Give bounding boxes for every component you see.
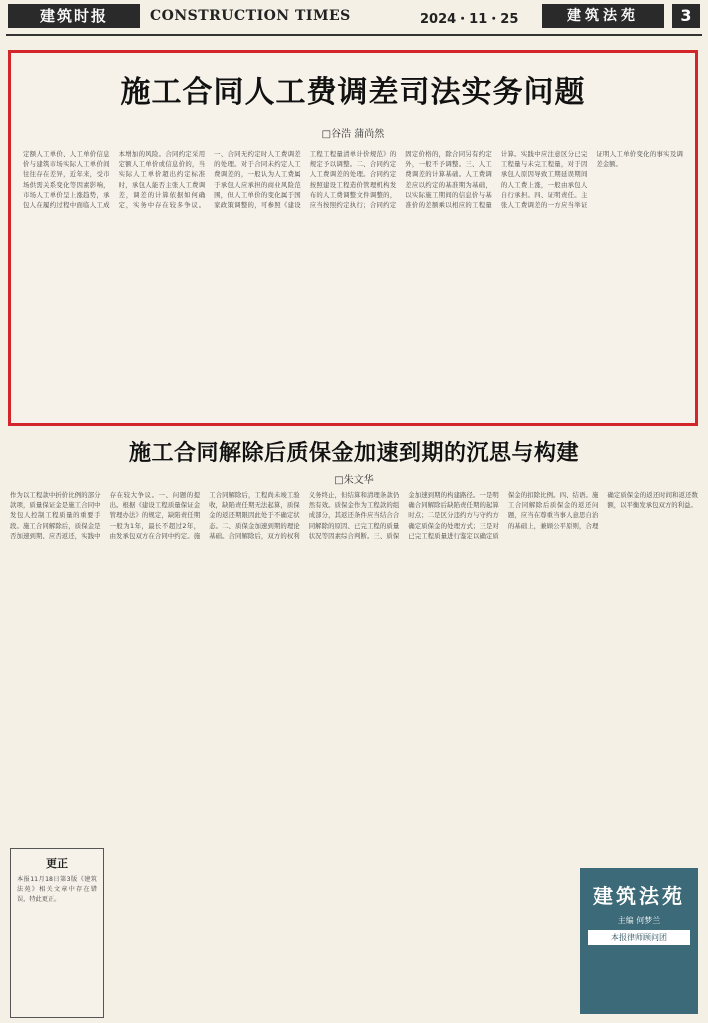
masthead-rule: [6, 34, 702, 36]
page-number: 3: [672, 4, 700, 28]
promo-counsel: 本报律师顾问团: [588, 930, 690, 945]
section-promo: [580, 868, 698, 1014]
article-title: 施工合同人工费调差司法实务问题: [120, 75, 586, 110]
paper-name: CONSTRUCTION TIMES: [150, 8, 351, 24]
issue-date: 2024・11・25: [420, 12, 519, 27]
second-article-body: 作为以工程款中折价比例的部分款项，质量保证金是施工合同中发包人控制工程质量的重要手段。施工合同解除后，质保金是否加速到期、应否返还，实践中存在较大争议。一、问题的提出。根据《建设工程质量保证金管理办法》的规定，缺陷责任期一般为1年，最长不超过2年，由发承包双方在合同中约定。施工合同解除后，工程尚未竣工验收，缺陷责任期无法起算，质保金的返还期限因此处于不确定状态。二、质保金加速到期的理论基础。合同解除后，双方的权利义务终止，但结算和清理条款仍然有效。质保金作为工程款的组成部分，其返还条件应当结合合同解除的原因、已完工程的质量状况等因素综合判断。三、质保金加速到期的构建路径。一是明确合同解除后缺陷责任期的起算时点；二是区分违约方与守约方确定质保金的处理方式；三是对已完工程质量进行鉴定以确定质保金的扣除比例。四、结语。施工合同解除后质保金的返还问题，应当在尊重当事人意思自治的基础上，兼顾公平原则，合理确定质保金的返还时间和返还数额，以平衡发承包双方的利益。: [10, 491, 698, 540]
correction-notice: [10, 848, 104, 1018]
promo-editor: 主编 何梦兰: [617, 916, 661, 925]
section-title: 建筑法苑: [542, 4, 664, 28]
second-article-title: 施工合同解除后质保金加速到期的沉思与构建: [128, 441, 579, 466]
promo-title: 建筑法苑: [593, 884, 685, 908]
masthead: [0, 0, 708, 34]
article-body: 定额人工单价、人工单价信息价与建筑市场实际人工单价间往往存在差异，近年来，受市场供需关系变化等因素影响，市场人工单价呈上涨趋势，承包人在履约过程中面临人工成本增加的风险。合同约定采用定额人工单价或信息价的，当实际人工单价超出约定标准时，承包人能否主张人工费调差，调差的计算依据如何确定，实务中存在较多争议。一、合同无约定时人工费调差的处理。对于合同未约定人工费调差的，一般认为人工费属于承包人应承担的商业风险范围，但人工单价的变化属于国家政策调整的，可参照《建设工程工程量清单计价规范》的规定予以调整。二、合同约定人工费调差的处理。合同约定按照建设工程造价管理机构发布的人工费调整文件调整的，应当按照约定执行；合同约定固定价格的，除合同另有约定外，一般不予调整。三、人工费调差的计算基础。人工费调差应以约定的基准期为基础，以实际施工期间的信息价与基准价的差额乘以相应的工程量计算。实践中应注意区分已完工程量与未完工程量，对于因承包人原因导致工期延误期间的人工费上涨，一般由承包人自行承担。四、证明责任。主张人工费调差的一方应当举证证明人工单价变化的事实及调差金额。: [23, 150, 683, 210]
featured-article: [8, 50, 698, 426]
article-author: □谷浩 蒲尚然: [321, 129, 385, 140]
second-article-author: □朱文华: [334, 475, 374, 486]
newspaper-logo: 建筑时报: [8, 4, 140, 28]
correction-title: 更正: [46, 857, 68, 870]
correction-text: 本报11月18日第3版《建筑法苑》相关文章中存在错误，特此更正。: [17, 876, 97, 903]
